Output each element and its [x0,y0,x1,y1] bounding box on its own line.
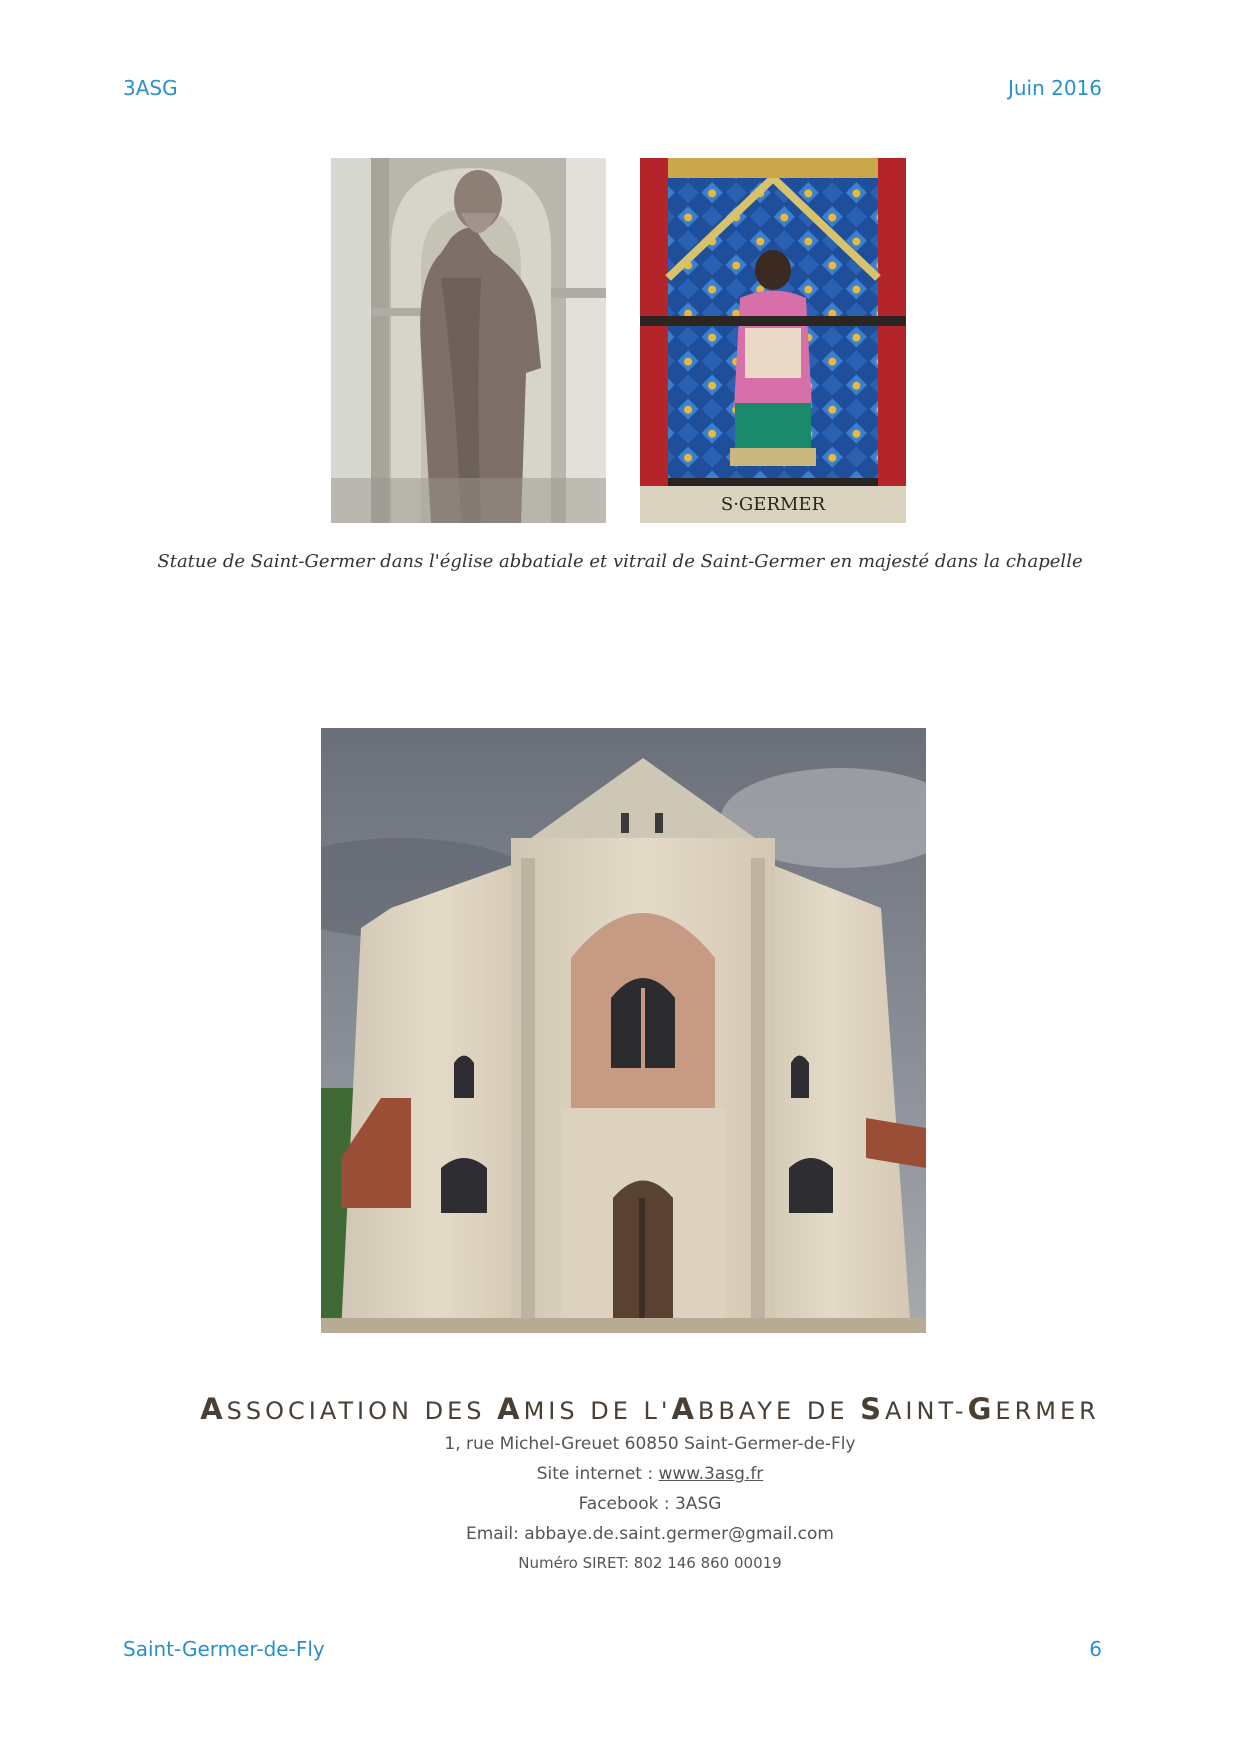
header-right: Juin 2016 [1007,76,1102,100]
church-facade-photo [321,728,926,1333]
association-address: 1, rue Michel-Greuet 60850 Saint-Germer-de-Fly [444,1434,856,1454]
assoc-name-part: A [497,1392,524,1426]
assoc-name-part: AINT- [885,1397,968,1425]
figure-caption: Statue de Saint-Germer dans l'église abbatiale et vitrail de Saint-Germer en majesté dans la chapelle [157,551,1083,572]
assoc-name-part: A [671,1392,698,1426]
page-number: 6 [1089,1637,1102,1661]
assoc-name-part: BBAYE DE [697,1397,861,1425]
stained-glass-inscription: S·GERMER [720,494,826,515]
assoc-name-part: S [860,1392,886,1426]
site-label: Site internet : [536,1464,659,1484]
assoc-name-part: G [967,1392,996,1426]
header-left: 3ASG [123,76,178,100]
association-siret: Numéro SIRET: 802 146 860 00019 [518,1554,782,1572]
association-email: Email: abbaye.de.saint.germer@gmail.com [465,1524,834,1544]
association-facebook: Facebook : 3ASG [578,1494,722,1514]
site-link[interactable]: www.3asg.fr [658,1464,764,1484]
footer-left: Saint-Germer-de-Fly [123,1637,325,1661]
assoc-name-part: A [200,1392,227,1426]
assoc-name-part: ERMER [995,1397,1100,1425]
statue-photo [331,158,606,523]
assoc-name-part: MIS DE L' [523,1397,672,1425]
association-site [190,1464,1110,1484]
assoc-name-part: SSOCIATION DES [226,1397,498,1425]
stained-glass-photo [640,158,906,523]
association-name [190,1392,1110,1426]
